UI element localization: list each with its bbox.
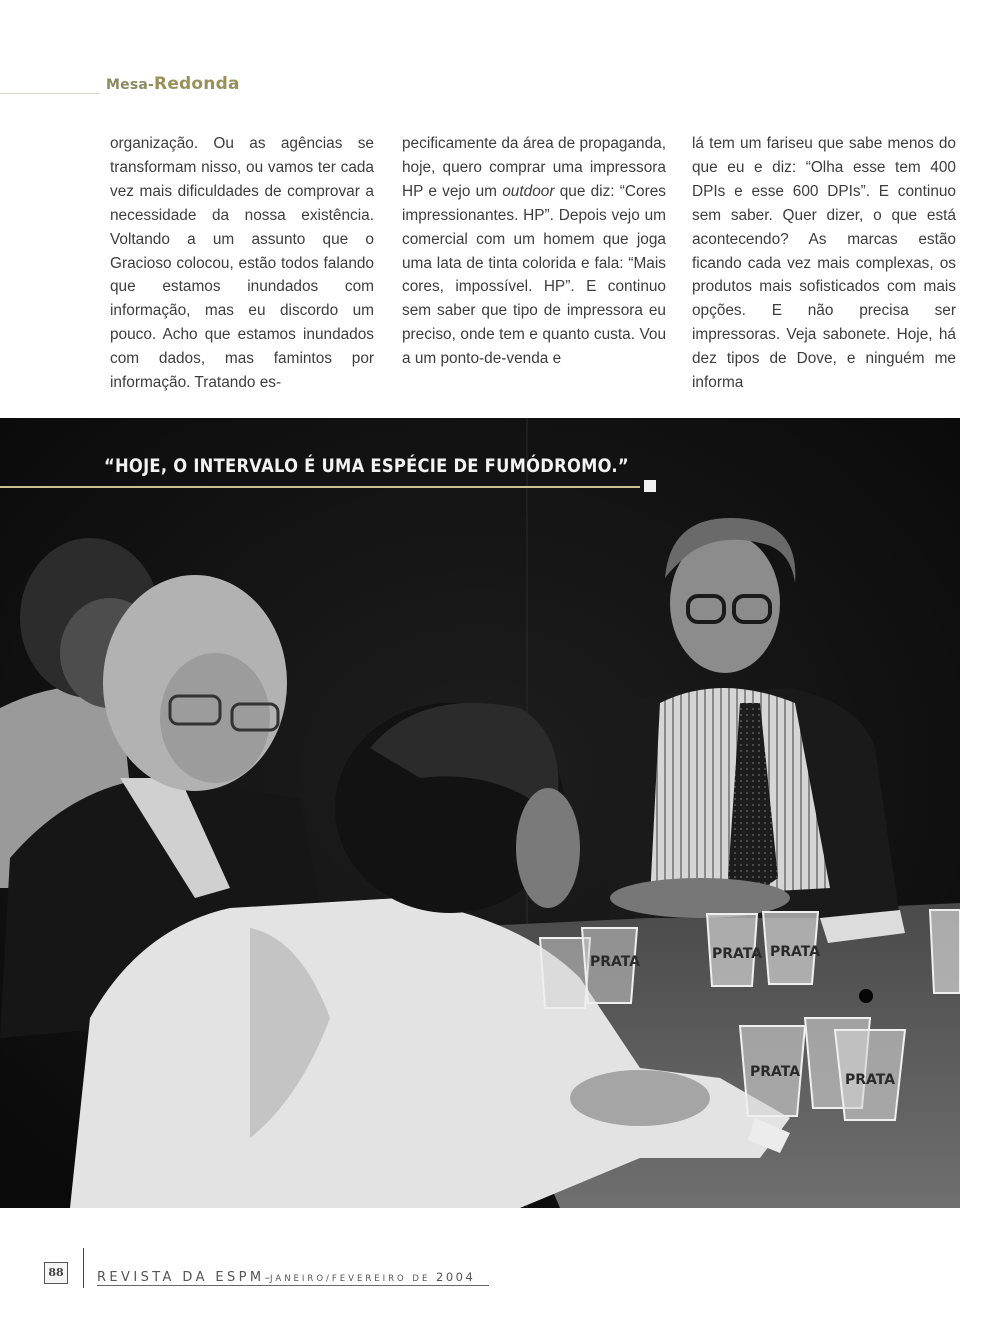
column-1-text: organização. Ou as agências se transformam nisso, ou vamos ter cada vez mais dificuldades de comprovar a necessidade da nossa existência. Voltando a um assunto que o Gracioso colocou, estão todos falando que estamos inundados com informação, mas eu discordo um pouco. Acho que estamos inundados com dados, mas famintos por informação. Tratando es-: [110, 135, 374, 392]
article-column-1: [110, 132, 374, 395]
section-label: [106, 74, 240, 94]
cup-label: PRATA: [712, 946, 763, 962]
article-column-2: [402, 132, 666, 371]
issue-date: JANEIRO/FEVEREIRO DE: [270, 1274, 437, 1284]
footer-separator: –: [264, 1271, 271, 1284]
cup-label: PRATA: [750, 1064, 801, 1080]
column-2-text: [402, 132, 666, 371]
footer-line: [97, 1266, 475, 1285]
microphone: [859, 989, 873, 1003]
photo-illustration: [0, 418, 960, 1208]
column-2-text-a: pecificamente da área de propaganda, hoje, quero comprar uma impressora HP e vejo um: [402, 135, 666, 200]
pull-quote-square: [644, 480, 656, 492]
pull-quote-rule: [0, 486, 640, 488]
cup-label: PRATA: [590, 954, 641, 970]
article-column-3: [692, 132, 956, 395]
magazine-name: REVISTA DA ESPM: [97, 1270, 265, 1285]
issue-year: 2004: [436, 1270, 476, 1284]
header-rule: [0, 93, 100, 94]
column-3-text: lá tem um fariseu que sabe menos do que eu e diz: “Olha esse tem 400 DPIs e esse 600 DPIs”. E continuo sem saber. Quer dizer, o que está acontecendo? As marcas estão ficando cada vez mais complexas, os produtos mais sofisticados com mais opções. E não precisa ser impressoras. Veja sabonete. Hoje, há dez tipos de Dove, e ninguém me informa: [692, 135, 956, 392]
roundtable-photo: [0, 418, 960, 1208]
footer-divider: [83, 1248, 84, 1288]
section-title: Redonda: [154, 74, 240, 94]
cup-label: PRATA: [770, 944, 821, 960]
column-2-text-b: que diz: “Cores impressionantes. HP”. Depois vejo um comercial com um homem que joga uma lata de tinta colorida e fala: “Mais cores, impossível. HP”. E continuo sem saber que tipo de impressora eu preciso, onde tem e quanto custa. Vou a um ponto-de-venda e: [402, 182, 666, 368]
pull-quote: “HOJE, O INTERVALO É UMA ESPÉCIE DE FUMÓDROMO.”: [104, 455, 629, 477]
column-2-emphasis: outdoor: [502, 182, 555, 200]
footer-rule: [97, 1285, 489, 1286]
cup-label: PRATA: [845, 1072, 896, 1088]
page-number: 88: [44, 1262, 68, 1284]
section-prefix: Mesa-: [106, 77, 155, 93]
